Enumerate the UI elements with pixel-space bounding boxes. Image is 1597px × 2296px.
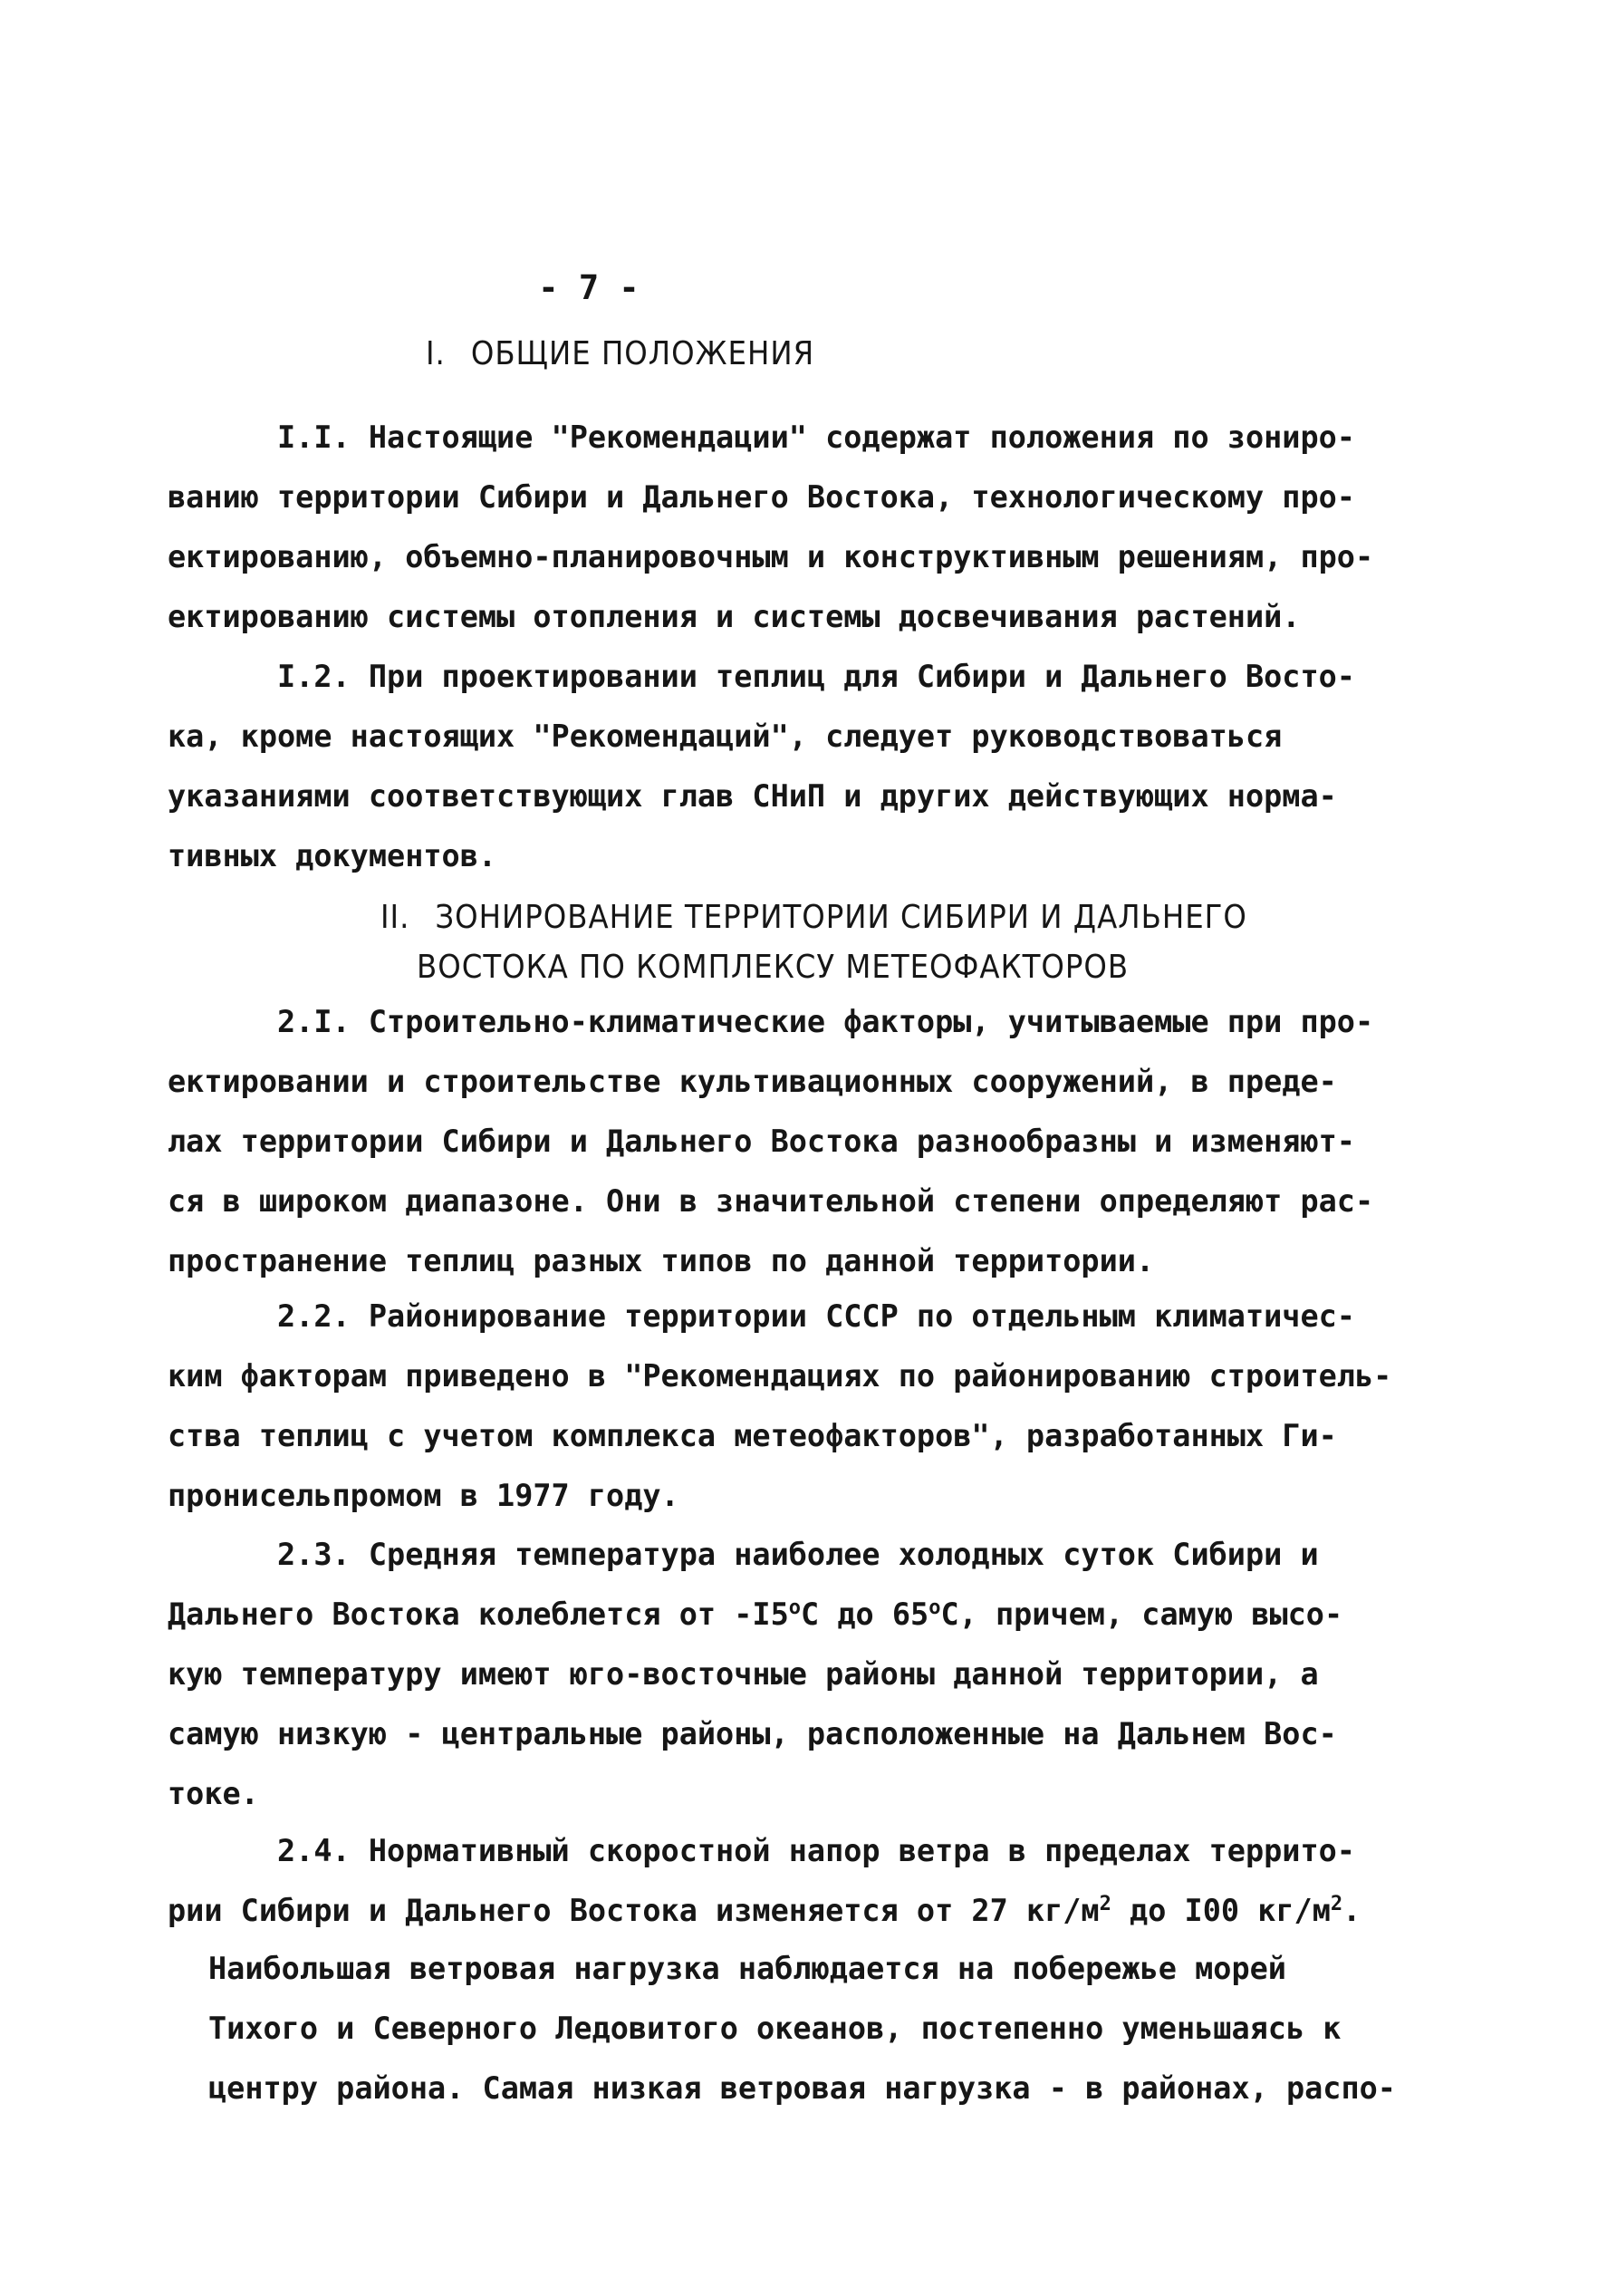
text-line: кую температуру имеют юго-восточные районы данной территории, а — [168, 1656, 1319, 1692]
section-heading-2 — [380, 892, 1247, 992]
text-fragment: до I00 кг/м — [1111, 1893, 1331, 1928]
text-line: ектированию системы отопления и системы досвечивания растений. — [168, 599, 1301, 634]
text-fragment: Дальнего Востока колеблется от -I5 — [168, 1597, 789, 1632]
text-fragment: С до 65 — [801, 1597, 929, 1632]
text-line: лах территории Сибири и Дальнего Востока разнообразны и изменяют- — [168, 1124, 1355, 1159]
text-line: ким факторам приведено в "Рекомендациях по районированию строитель- — [168, 1358, 1392, 1394]
paragraph-2-1 — [168, 992, 1374, 1291]
paragraph-2-3 — [168, 1525, 1345, 1824]
text-line: 2.2. Районирование территории СССР по отдельным климатичес- — [168, 1298, 1355, 1334]
text-line: Наибольшая ветровая нагрузка наблюдается на побережье морей — [208, 1951, 1286, 1986]
page-number: - 7 - — [538, 268, 640, 307]
text-line: пространение теплиц разных типов по данной территории. — [168, 1243, 1155, 1278]
section-title: ОБЩИЕ ПОЛОЖЕНИЯ — [470, 335, 815, 372]
text-line — [168, 1893, 1361, 1928]
paragraph-2-2 — [168, 1287, 1392, 1526]
superscript-two: 2 — [1330, 1892, 1343, 1915]
paragraph-1-1 — [168, 408, 1374, 647]
section-number: I. — [426, 335, 446, 372]
section-title-line: ВОСТОКА ПО КОМПЛЕКСУ МЕТЕОФАКТОРОВ — [417, 949, 1130, 986]
text-line: ка, кроме настоящих "Рекомендаций", следует руководствоваться — [168, 719, 1283, 754]
text-line: 2.3. Средняя температура наиболее холодных суток Сибири и — [168, 1537, 1319, 1572]
text-fragment: . — [1342, 1893, 1361, 1928]
text-line: самую низкую - центральные районы, расположенные на Дальнем Вос- — [168, 1716, 1337, 1751]
section-number: II. — [380, 899, 410, 936]
text-line: пронисельпромом в 1977 году. — [168, 1478, 679, 1513]
text-line: центру района. Самая низкая ветровая нагрузка - в районах, распо- — [208, 2070, 1396, 2106]
superscript-two: 2 — [1099, 1892, 1111, 1915]
text-line: тивных документов. — [168, 838, 497, 873]
text-line: I.I. Настоящие "Рекомендации" содержат положения по зониро- — [168, 420, 1355, 455]
text-line: I.2. При проектировании теплиц для Сибири и Дальнего Восто- — [168, 659, 1355, 694]
section-heading-1 — [426, 335, 814, 372]
degree-sign: o — [788, 1596, 801, 1619]
text-line: ектированию, объемно-планировочным и конструктивным решениям, про- — [168, 539, 1374, 574]
text-line: указаниями соответствующих глав СНиП и других действующих норма- — [168, 778, 1337, 814]
paragraph-2-5 — [208, 1939, 1396, 2118]
text-line: ства теплиц с учетом комплекса метеофакторов", разработанных Ги- — [168, 1418, 1337, 1453]
paragraph-2-4 — [168, 1821, 1361, 1941]
text-line: 2.I. Строительно-климатические факторы, учитываемые при про- — [168, 1004, 1374, 1039]
text-line: ектировании и строительстве культивационных сооружений, в преде- — [168, 1064, 1337, 1099]
text-line: ванию территории Сибири и Дальнего Востока, технологическому про- — [168, 479, 1355, 515]
section-title-line: ЗОНИРОВАНИЕ ТЕРРИТОРИИ СИБИРИ И ДАЛЬНЕГО — [435, 899, 1247, 936]
paragraph-1-2 — [168, 647, 1355, 886]
text-line: Тихого и Северного Ледовитого океанов, постепенно уменьшаясь к — [208, 2011, 1342, 2046]
text-fragment: рии Сибири и Дальнего Востока изменяется от 27 кг/м — [168, 1893, 1100, 1928]
text-line — [168, 1597, 1342, 1632]
text-line: 2.4. Нормативный скоростной напор ветра в пределах террито- — [168, 1833, 1355, 1868]
degree-sign: o — [928, 1596, 941, 1619]
text-line: токе. — [168, 1776, 259, 1811]
text-line: ся в широком диапазоне. Они в значительной степени определяют рас- — [168, 1183, 1374, 1219]
text-fragment: С, причем, самую высо- — [940, 1597, 1343, 1632]
